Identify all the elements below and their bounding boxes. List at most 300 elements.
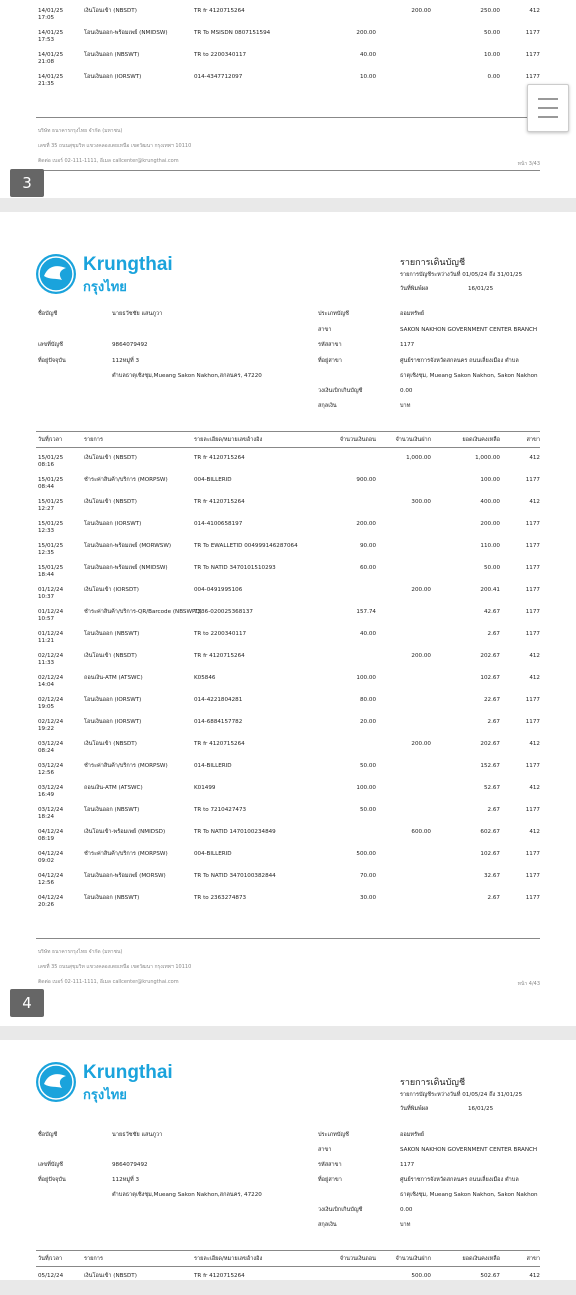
row-desc: เงินโอนเข้า (NBSDT) bbox=[84, 1273, 137, 1279]
row-time: 21:08 bbox=[38, 59, 55, 65]
print-date: 16/01/25 bbox=[468, 1106, 494, 1112]
row-date: 15/01/25 bbox=[38, 477, 64, 483]
row-balance: 102.67 bbox=[480, 675, 500, 681]
row-withdraw: 100.00 bbox=[356, 675, 376, 681]
statement-page-5 bbox=[0, 1040, 576, 1280]
row-withdraw: 90.00 bbox=[359, 543, 376, 549]
row-desc: โอนเงินออก-พร้อมเพย์ (NMIDSW) bbox=[84, 565, 168, 571]
row-balance: 32.67 bbox=[483, 873, 500, 879]
row-detail: TR fr 4120715264 bbox=[194, 455, 245, 461]
branch-address-label: ที่อยู่สาขา bbox=[318, 358, 342, 364]
krungthai-logo bbox=[36, 1060, 176, 1104]
row-branch: 1177 bbox=[525, 851, 540, 857]
row-deposit: 200.00 bbox=[411, 587, 431, 593]
row-date: 04/12/24 bbox=[38, 873, 64, 879]
row-detail: 004-0491995106 bbox=[194, 587, 243, 593]
statement-title: รายการเดินบัญชี bbox=[400, 258, 466, 268]
col-desc: รายการ bbox=[84, 1256, 103, 1262]
col-withdraw: จำนวนเงินถอน bbox=[339, 1256, 376, 1262]
col-deposit: จำนวนเงินฝาก bbox=[395, 1256, 431, 1262]
table-top-divider bbox=[36, 431, 540, 432]
overdraft-value: 0.00 bbox=[400, 1207, 413, 1213]
row-balance: 250.00 bbox=[480, 8, 500, 14]
row-branch: 1177 bbox=[525, 631, 540, 637]
row-branch: 1177 bbox=[525, 477, 540, 483]
bank-name-th: กรุงไทย bbox=[83, 1088, 127, 1103]
col-detail: รายละเอียด/หมายเลขอ้างอิง bbox=[194, 437, 263, 443]
row-date: 03/12/24 bbox=[38, 741, 64, 747]
row-desc: ถอนเงิน-ATM (ATSWC) bbox=[84, 675, 143, 681]
hamburger-menu-button[interactable] bbox=[527, 84, 569, 132]
row-detail: 014-4347712097 bbox=[194, 74, 243, 80]
footer-address: เลขที่ 35 ถนนสุขุมวิท แขวงคลองเตยเหนือ เขตวัฒนา กรุงเทพฯ 10110 bbox=[38, 143, 192, 149]
row-branch: 1177 bbox=[525, 587, 540, 593]
table-row bbox=[0, 653, 576, 675]
table-row bbox=[0, 895, 576, 917]
page-tab-4[interactable]: 4 bbox=[10, 989, 44, 1017]
row-branch: 412 bbox=[529, 785, 540, 791]
table-row bbox=[0, 763, 576, 785]
currency-value: บาท bbox=[400, 1222, 411, 1228]
row-desc: โอนเงินออก-พร้อมเพย์ (MORWSW) bbox=[84, 543, 172, 549]
row-date: 14/01/25 bbox=[38, 74, 64, 80]
currency-value: บาท bbox=[400, 403, 411, 409]
address-line2: ตำบลธาตุเชิงชุม,Mueang Sakon Nakhon,สกลนคร, 47220 bbox=[112, 1192, 262, 1198]
account-no-label: เลขที่บัญชี bbox=[38, 342, 63, 348]
row-withdraw: 70.00 bbox=[359, 873, 376, 879]
row-withdraw: 200.00 bbox=[356, 521, 376, 527]
row-withdraw: 900.00 bbox=[356, 477, 376, 483]
footer-divider bbox=[36, 938, 540, 939]
bank-name-th: กรุงไทย bbox=[83, 280, 127, 295]
table-row bbox=[0, 741, 576, 763]
table-header bbox=[0, 436, 576, 446]
row-withdraw: 40.00 bbox=[359, 52, 376, 58]
row-branch: 412 bbox=[529, 1273, 540, 1279]
row-balance: 2.67 bbox=[487, 631, 500, 637]
krungthai-logo bbox=[36, 252, 176, 296]
row-desc: โอนเงินออก (IORSWT) bbox=[84, 521, 142, 527]
col-deposit: จำนวนเงินฝาก bbox=[395, 437, 431, 443]
row-withdraw: 50.00 bbox=[359, 763, 376, 769]
statement-period: รายการบัญชีระหว่างวันที่ 01/05/24 ถึง 31/01/25 bbox=[400, 272, 523, 278]
row-desc: เงินโอนเข้า-พร้อมเพย์ (NMIDSD) bbox=[84, 829, 166, 835]
branch-label: สาขา bbox=[318, 327, 332, 333]
row-desc: โอนเงินออก (NBSWT) bbox=[84, 52, 140, 58]
row-balance: 200.41 bbox=[480, 587, 500, 593]
row-branch: 412 bbox=[529, 8, 540, 14]
table-row bbox=[0, 565, 576, 587]
row-withdraw: 50.00 bbox=[359, 807, 376, 813]
col-balance: ยอดเงินคงเหลือ bbox=[462, 1256, 500, 1262]
row-branch: 1177 bbox=[525, 763, 540, 769]
row-withdraw: 500.00 bbox=[356, 851, 376, 857]
menu-icon-bar bbox=[538, 107, 558, 109]
menu-icon-bar bbox=[538, 98, 558, 100]
footer-company: บริษัท ธนาคารกรุงไทย จำกัด (มหาชน) bbox=[38, 949, 123, 955]
col-date: วันที่/เวลา bbox=[38, 437, 63, 443]
row-time: 19:05 bbox=[38, 704, 55, 710]
table-row bbox=[0, 1273, 576, 1295]
account-no-label: เลขที่บัญชี bbox=[38, 1162, 63, 1168]
row-balance: 2.67 bbox=[487, 895, 500, 901]
row-branch: 1177 bbox=[525, 609, 540, 615]
row-time: 17:05 bbox=[38, 15, 55, 21]
account-type-label: ประเภทบัญชี bbox=[318, 311, 349, 317]
row-detail: TR To EWALLETID 004999146287064 bbox=[194, 543, 298, 549]
account-type: ออมทรัพย์ bbox=[400, 1132, 425, 1138]
row-time: 08:24 bbox=[38, 748, 55, 754]
table-row bbox=[0, 719, 576, 741]
account-name-label: ชื่อบัญชี bbox=[38, 311, 58, 317]
row-branch: 1177 bbox=[525, 74, 540, 80]
row-withdraw: 40.00 bbox=[359, 631, 376, 637]
row-detail: 7336-020025368137 bbox=[194, 609, 253, 615]
address-line1: 112หมู่ที่ 3 bbox=[112, 358, 140, 364]
row-desc: โอนเงินออก (IORSWT) bbox=[84, 719, 142, 725]
row-withdraw: 20.00 bbox=[359, 719, 376, 725]
row-detail: 014-6884157782 bbox=[194, 719, 243, 725]
row-desc: เงินโอนเข้า (NBSDT) bbox=[84, 741, 137, 747]
row-detail: TR fr 4120715264 bbox=[194, 499, 245, 505]
address-line2: ตำบลธาตุเชิงชุม,Mueang Sakon Nakhon,สกลนคร, 47220 bbox=[112, 373, 262, 379]
overdraft-value: 0.00 bbox=[400, 388, 413, 394]
row-deposit: 500.00 bbox=[411, 1273, 431, 1279]
row-detail: TR to 2200340117 bbox=[194, 631, 247, 637]
row-date: 15/01/25 bbox=[38, 521, 64, 527]
row-time: 16:49 bbox=[38, 792, 55, 798]
row-time: 12:56 bbox=[38, 880, 55, 886]
row-detail: TR fr 4120715264 bbox=[194, 741, 245, 747]
row-time: 08:19 bbox=[38, 836, 55, 842]
row-balance: 2.67 bbox=[487, 719, 500, 725]
row-balance: 52.67 bbox=[483, 785, 500, 791]
table-header bbox=[0, 1255, 576, 1265]
row-detail: 014-BILLERID bbox=[194, 763, 232, 769]
row-time: 12:27 bbox=[38, 506, 55, 512]
row-desc: โอนเงินออก (NBSWT) bbox=[84, 631, 140, 637]
row-date: 02/12/24 bbox=[38, 675, 64, 681]
row-time: 12:56 bbox=[38, 770, 55, 776]
row-time: 11:33 bbox=[38, 660, 55, 666]
row-deposit: 200.00 bbox=[411, 8, 431, 14]
row-date: 01/12/24 bbox=[38, 587, 64, 593]
bank-name-en: Krungthai bbox=[83, 254, 173, 275]
currency-label: สกุลเงิน bbox=[318, 1222, 337, 1228]
row-branch: 412 bbox=[529, 829, 540, 835]
row-balance: 102.67 bbox=[480, 851, 500, 857]
account-name: นายธวัชชัย แสนภูวา bbox=[112, 311, 163, 317]
row-detail: TR to 2363274873 bbox=[194, 895, 247, 901]
row-date: 04/12/24 bbox=[38, 851, 64, 857]
row-detail: 014-4221804281 bbox=[194, 697, 243, 703]
row-balance: 400.00 bbox=[480, 499, 500, 505]
currency-label: สกุลเงิน bbox=[318, 403, 337, 409]
bank-name-en: Krungthai bbox=[83, 1062, 173, 1083]
row-desc: ชำระค่าสินค้า/บริการ (MORPSW) bbox=[84, 851, 168, 857]
row-branch: 1177 bbox=[525, 565, 540, 571]
row-detail: TR fr 4120715264 bbox=[194, 8, 245, 14]
row-branch: 1177 bbox=[525, 697, 540, 703]
footer-company: บริษัท ธนาคารกรุงไทย จำกัด (มหาชน) bbox=[38, 128, 123, 134]
row-date: 14/01/25 bbox=[38, 52, 64, 58]
table-row bbox=[0, 829, 576, 851]
branch-code: 1177 bbox=[400, 342, 415, 348]
row-desc: โอนเงินออก-พร้อมเพย์ (NMIDSW) bbox=[84, 30, 168, 36]
col-date: วันที่/เวลา bbox=[38, 1256, 63, 1262]
table-row bbox=[0, 609, 576, 631]
row-deposit: 200.00 bbox=[411, 741, 431, 747]
branch-address-label: ที่อยู่สาขา bbox=[318, 1177, 342, 1183]
row-date: 01/12/24 bbox=[38, 609, 64, 615]
account-name-label: ชื่อบัญชี bbox=[38, 1132, 58, 1138]
row-detail: TR To NATID 1470100234849 bbox=[194, 829, 276, 835]
row-balance: 0.00 bbox=[487, 74, 500, 80]
branch-address-line1: ศูนย์ราชการจังหวัดสกลนคร ถนนเลี่ยงเมือง ตำบล bbox=[400, 358, 519, 364]
row-date: 15/01/25 bbox=[38, 499, 64, 505]
page-tab-3[interactable]: 3 bbox=[10, 169, 44, 197]
menu-icon-bar bbox=[538, 116, 558, 118]
row-time: 19:22 bbox=[38, 726, 55, 732]
row-balance: 152.67 bbox=[480, 763, 500, 769]
row-withdraw: 10.00 bbox=[359, 74, 376, 80]
row-detail: TR to 7210427473 bbox=[194, 807, 247, 813]
row-detail: TR To MSISDN 0807151594 bbox=[194, 30, 271, 36]
row-desc: เงินโอนเข้า (NBSDT) bbox=[84, 499, 137, 505]
row-desc: โอนเงินออก-พร้อมเพย์ (MORSW) bbox=[84, 873, 166, 879]
table-row bbox=[0, 851, 576, 873]
row-time: 18:44 bbox=[38, 572, 55, 578]
row-time: 17:53 bbox=[38, 37, 55, 43]
row-time: 12:33 bbox=[38, 528, 55, 534]
row-date: 15/01/25 bbox=[38, 565, 64, 571]
row-date: 14/01/25 bbox=[38, 8, 64, 14]
footer-divider bbox=[36, 117, 540, 118]
row-desc: โอนเงินออก (IORSWT) bbox=[84, 74, 142, 80]
table-row bbox=[0, 543, 576, 565]
table-row bbox=[0, 74, 576, 96]
account-type: ออมทรัพย์ bbox=[400, 311, 425, 317]
row-branch: 412 bbox=[529, 499, 540, 505]
row-balance: 10.00 bbox=[483, 52, 500, 58]
row-balance: 602.67 bbox=[480, 829, 500, 835]
row-desc: ถอนเงิน-ATM (ATSWC) bbox=[84, 785, 143, 791]
statement-period: รายการบัญชีระหว่างวันที่ 01/05/24 ถึง 31/01/25 bbox=[400, 1092, 523, 1098]
row-balance: 110.00 bbox=[480, 543, 500, 549]
row-time: 09:02 bbox=[38, 858, 55, 864]
row-branch: 1177 bbox=[525, 807, 540, 813]
address-label: ที่อยู่ปัจจุบัน bbox=[38, 358, 66, 364]
branch-code-label: รหัสสาขา bbox=[318, 342, 342, 348]
footer-contact: ติดต่อ เบอร์ 02-111-1111, อีเมล callcenter@krungthai.com bbox=[38, 979, 179, 985]
row-date: 01/12/24 bbox=[38, 631, 64, 637]
table-row bbox=[0, 873, 576, 895]
row-date: 02/12/24 bbox=[38, 697, 64, 703]
row-deposit: 1,000.00 bbox=[406, 455, 431, 461]
row-time: 08:16 bbox=[38, 462, 55, 468]
row-branch: 1177 bbox=[525, 873, 540, 879]
account-type-label: ประเภทบัญชี bbox=[318, 1132, 349, 1138]
footer-address: เลขที่ 35 ถนนสุขุมวิท แขวงคลองเตยเหนือ เขตวัฒนา กรุงเทพฯ 10110 bbox=[38, 964, 192, 970]
print-date: 16/01/25 bbox=[468, 286, 494, 292]
branch-code-label: รหัสสาขา bbox=[318, 1162, 342, 1168]
col-branch: สาขา bbox=[526, 437, 540, 443]
branch-address-line1: ศูนย์ราชการจังหวัดสกลนคร ถนนเลี่ยงเมือง ตำบล bbox=[400, 1177, 519, 1183]
row-time: 08:44 bbox=[38, 484, 55, 490]
row-balance: 202.67 bbox=[480, 741, 500, 747]
overdraft-label: วงเงินเบิกเกินบัญชี bbox=[318, 388, 363, 394]
table-row bbox=[0, 30, 576, 52]
row-branch: 1177 bbox=[525, 895, 540, 901]
row-desc: เงินโอนเข้า (IORSDT) bbox=[84, 587, 139, 593]
row-balance: 502.67 bbox=[480, 1273, 500, 1279]
row-date: 03/12/24 bbox=[38, 785, 64, 791]
row-time: 10:57 bbox=[38, 616, 55, 622]
col-detail: รายละเอียด/หมายเลขอ้างอิง bbox=[194, 1256, 263, 1262]
row-withdraw: 80.00 bbox=[359, 697, 376, 703]
row-detail: TR fr 4120715264 bbox=[194, 1273, 245, 1279]
row-date: 02/12/24 bbox=[38, 719, 64, 725]
row-date: 02/12/24 bbox=[38, 653, 64, 659]
row-balance: 1,000.00 bbox=[475, 455, 500, 461]
table-row bbox=[0, 52, 576, 74]
address-label: ที่อยู่ปัจจุบัน bbox=[38, 1177, 66, 1183]
page-number: หน้า 4/43 bbox=[517, 981, 540, 987]
table-row bbox=[0, 587, 576, 609]
row-balance: 50.00 bbox=[483, 30, 500, 36]
row-detail: K01499 bbox=[194, 785, 216, 791]
table-row bbox=[0, 807, 576, 829]
row-detail: 004-BILLERID bbox=[194, 851, 232, 857]
row-date: 03/12/24 bbox=[38, 763, 64, 769]
row-date: 04/12/24 bbox=[38, 829, 64, 835]
statement-title: รายการเดินบัญชี bbox=[400, 1078, 466, 1088]
table-row bbox=[0, 631, 576, 653]
row-detail: TR fr 4120715264 bbox=[194, 653, 245, 659]
col-desc: รายการ bbox=[84, 437, 103, 443]
account-no: 9864079492 bbox=[112, 342, 148, 348]
table-row bbox=[0, 8, 576, 30]
table-top-divider bbox=[36, 1250, 540, 1251]
row-time: 14:04 bbox=[38, 682, 55, 688]
row-date: 03/12/24 bbox=[38, 807, 64, 813]
row-balance: 2.67 bbox=[487, 807, 500, 813]
branch-address-line2: ธาตุเชิงชุม, Mueang Sakon Nakhon, Sakon Nakhon bbox=[400, 1192, 538, 1198]
table-header-divider bbox=[36, 447, 540, 448]
row-detail: TR To NATID 3470101510293 bbox=[194, 565, 276, 571]
row-date: 14/01/25 bbox=[38, 30, 64, 36]
row-balance: 50.00 bbox=[483, 565, 500, 571]
bird-emblem-icon bbox=[36, 254, 76, 294]
table-row bbox=[0, 477, 576, 499]
row-time: 21:35 bbox=[38, 81, 55, 87]
row-balance: 22.67 bbox=[483, 697, 500, 703]
row-desc: ชำระค่าสินค้า/บริการ (MORPSW) bbox=[84, 477, 168, 483]
table-row bbox=[0, 675, 576, 697]
row-branch: 412 bbox=[529, 741, 540, 747]
row-branch: 1177 bbox=[525, 719, 540, 725]
table-row bbox=[0, 521, 576, 543]
row-branch: 412 bbox=[529, 653, 540, 659]
row-withdraw: 200.00 bbox=[356, 30, 376, 36]
print-date-label: วันที่พิมพ์ผล bbox=[400, 1106, 429, 1112]
row-withdraw: 60.00 bbox=[359, 565, 376, 571]
account-name: นายธวัชชัย แสนภูวา bbox=[112, 1132, 163, 1138]
row-branch: 1177 bbox=[525, 52, 540, 58]
row-time: 11:21 bbox=[38, 638, 55, 644]
row-branch: 1177 bbox=[525, 521, 540, 527]
table-row bbox=[0, 697, 576, 719]
row-desc: ชำระค่าสินค้า/บริการ (MORPSW) bbox=[84, 763, 168, 769]
table-header-divider bbox=[36, 1266, 540, 1267]
row-detail: 004-BILLERID bbox=[194, 477, 232, 483]
row-time: 20:26 bbox=[38, 902, 55, 908]
row-balance: 202.67 bbox=[480, 653, 500, 659]
branch-code: 1177 bbox=[400, 1162, 415, 1168]
bird-emblem-icon bbox=[36, 1062, 76, 1102]
row-withdraw: 30.00 bbox=[359, 895, 376, 901]
statement-page-4 bbox=[0, 212, 576, 1026]
row-balance: 100.00 bbox=[480, 477, 500, 483]
branch-name: SAKON NAKHON GOVERNMENT CENTER BRANCH bbox=[400, 1147, 538, 1153]
branch-address-line2: ธาตุเชิงชุม, Mueang Sakon Nakhon, Sakon Nakhon bbox=[400, 373, 538, 379]
row-deposit: 300.00 bbox=[411, 499, 431, 505]
row-desc: โอนเงินออก (NBSWT) bbox=[84, 895, 140, 901]
row-branch: 412 bbox=[529, 675, 540, 681]
page-number: หน้า 3/43 bbox=[517, 161, 540, 167]
row-desc: เงินโอนเข้า (NBSDT) bbox=[84, 8, 137, 14]
row-desc: โอนเงินออก (IORSWT) bbox=[84, 697, 142, 703]
address-line1: 112หมู่ที่ 3 bbox=[112, 1177, 140, 1183]
row-desc: ชำระค่าสินค้า/บริการ-QR/Barcode (NBSWPQ) bbox=[84, 609, 202, 615]
row-date: 04/12/24 bbox=[38, 895, 64, 901]
branch-name: SAKON NAKHON GOVERNMENT CENTER BRANCH bbox=[400, 327, 538, 333]
row-branch: 412 bbox=[529, 455, 540, 461]
row-detail: K05846 bbox=[194, 675, 216, 681]
row-time: 18:24 bbox=[38, 814, 55, 820]
col-branch: สาขา bbox=[526, 1256, 540, 1262]
row-balance: 200.00 bbox=[480, 521, 500, 527]
table-row bbox=[0, 785, 576, 807]
branch-label: สาขา bbox=[318, 1147, 332, 1153]
row-branch: 1177 bbox=[525, 543, 540, 549]
row-branch: 1177 bbox=[525, 30, 540, 36]
row-detail: TR To NATID 3470100382844 bbox=[194, 873, 276, 879]
row-detail: 014-4100658197 bbox=[194, 521, 243, 527]
table-row bbox=[0, 455, 576, 477]
row-time: 12:35 bbox=[38, 550, 55, 556]
row-time: 10:37 bbox=[38, 594, 55, 600]
row-detail: TR to 2200340117 bbox=[194, 52, 247, 58]
row-date: 05/12/24 bbox=[38, 1273, 64, 1279]
row-withdraw: 100.00 bbox=[356, 785, 376, 791]
row-deposit: 600.00 bbox=[411, 829, 431, 835]
print-date-label: วันที่พิมพ์ผล bbox=[400, 286, 429, 292]
account-no: 9864079492 bbox=[112, 1162, 148, 1168]
statement-page-3 bbox=[0, 0, 576, 198]
table-row bbox=[0, 499, 576, 521]
col-withdraw: จำนวนเงินถอน bbox=[339, 437, 376, 443]
footer-contact: ติดต่อ เบอร์ 02-111-1111, อีเมล callcenter@krungthai.com bbox=[38, 158, 179, 164]
col-balance: ยอดเงินคงเหลือ bbox=[462, 437, 500, 443]
overdraft-label: วงเงินเบิกเกินบัญชี bbox=[318, 1207, 363, 1213]
row-desc: เงินโอนเข้า (NBSDT) bbox=[84, 653, 137, 659]
page-end-divider bbox=[36, 170, 540, 171]
row-deposit: 200.00 bbox=[411, 653, 431, 659]
row-desc: โอนเงินออก (NBSWT) bbox=[84, 807, 140, 813]
row-desc: เงินโอนเข้า (NBSDT) bbox=[84, 455, 137, 461]
row-date: 15/01/25 bbox=[38, 543, 64, 549]
